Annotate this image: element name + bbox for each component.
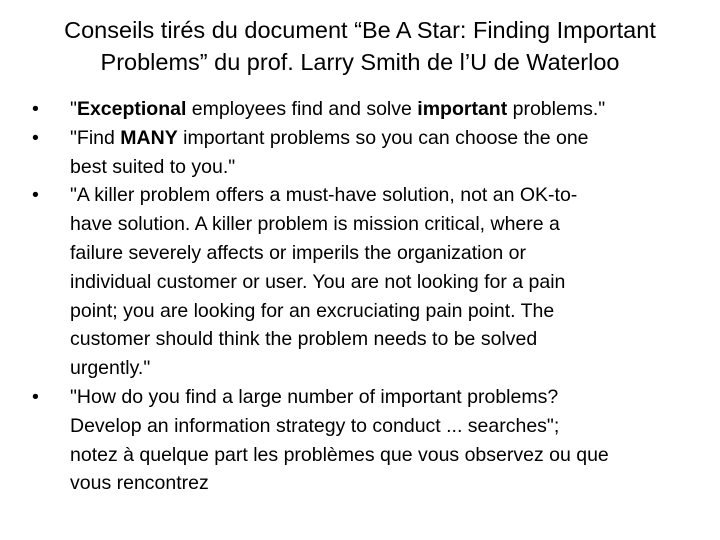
bullet-list	[32, 95, 692, 498]
bullet-line	[70, 95, 692, 124]
bold-text: Exceptional	[76, 98, 187, 120]
text-segment: Develop an information strategy to conduct ... searches";	[70, 414, 560, 437]
bullet-line	[70, 412, 692, 441]
bullet-line	[70, 383, 692, 412]
bold-text: MANY	[120, 126, 178, 149]
bullet-dot: •	[32, 98, 39, 120]
text-segment: point; you are looking for an excruciating pain point. The	[70, 299, 555, 322]
text-segment: urgently."	[70, 357, 151, 380]
text-segment: "How do you find a large number of important problems?	[70, 385, 559, 408]
title-line: Problems” du prof. Larry Smith de l’U de Waterloo	[100, 49, 620, 75]
text-segment: "A killer problem offers a must-have solution, not an OK-to-	[70, 184, 578, 207]
bullet-line	[70, 239, 692, 268]
text-segment: "Find	[70, 126, 121, 149]
text-segment: customer should think the problem needs to be solved	[70, 328, 538, 351]
bullet-dot: •	[32, 126, 39, 149]
text-segment: best suited to you."	[70, 155, 236, 178]
title-line: Conseils tirés du document “Be A Star: Finding Important	[64, 17, 656, 43]
bullet-line	[70, 153, 692, 182]
bullet-item	[32, 95, 692, 124]
slide-title	[20, 14, 700, 78]
text-segment: employees find and solve	[186, 98, 418, 120]
text-segment: have solution. A killer problem is mission critical, where a	[70, 213, 560, 236]
text-segment: individual customer or user. You are not looking for a pain	[70, 270, 566, 293]
bold-text: important	[417, 98, 508, 120]
bullet-line	[70, 210, 692, 239]
bullet-dot: •	[32, 385, 39, 408]
bullet-line	[70, 181, 692, 210]
text-segment: problems."	[507, 98, 606, 120]
bullet-line	[70, 297, 692, 326]
text-segment: "	[70, 98, 77, 120]
bullet-line	[70, 268, 692, 297]
text-segment: vous rencontrez	[70, 472, 209, 495]
bullet-line	[70, 325, 692, 354]
text-segment: failure severely affects or imperils the organization or	[70, 241, 526, 264]
bullet-line	[70, 469, 692, 498]
bullet-item	[32, 181, 692, 383]
bullet-line	[70, 354, 692, 383]
bullet-dot: •	[32, 184, 39, 207]
bullet-item	[32, 383, 692, 498]
text-segment: notez à quelque part les problèmes que vous observez ou que	[70, 443, 609, 466]
bullet-line	[70, 124, 692, 153]
bullet-item	[32, 124, 692, 182]
bullet-line	[70, 441, 692, 470]
text-segment: important problems so you can choose the one	[177, 126, 589, 149]
